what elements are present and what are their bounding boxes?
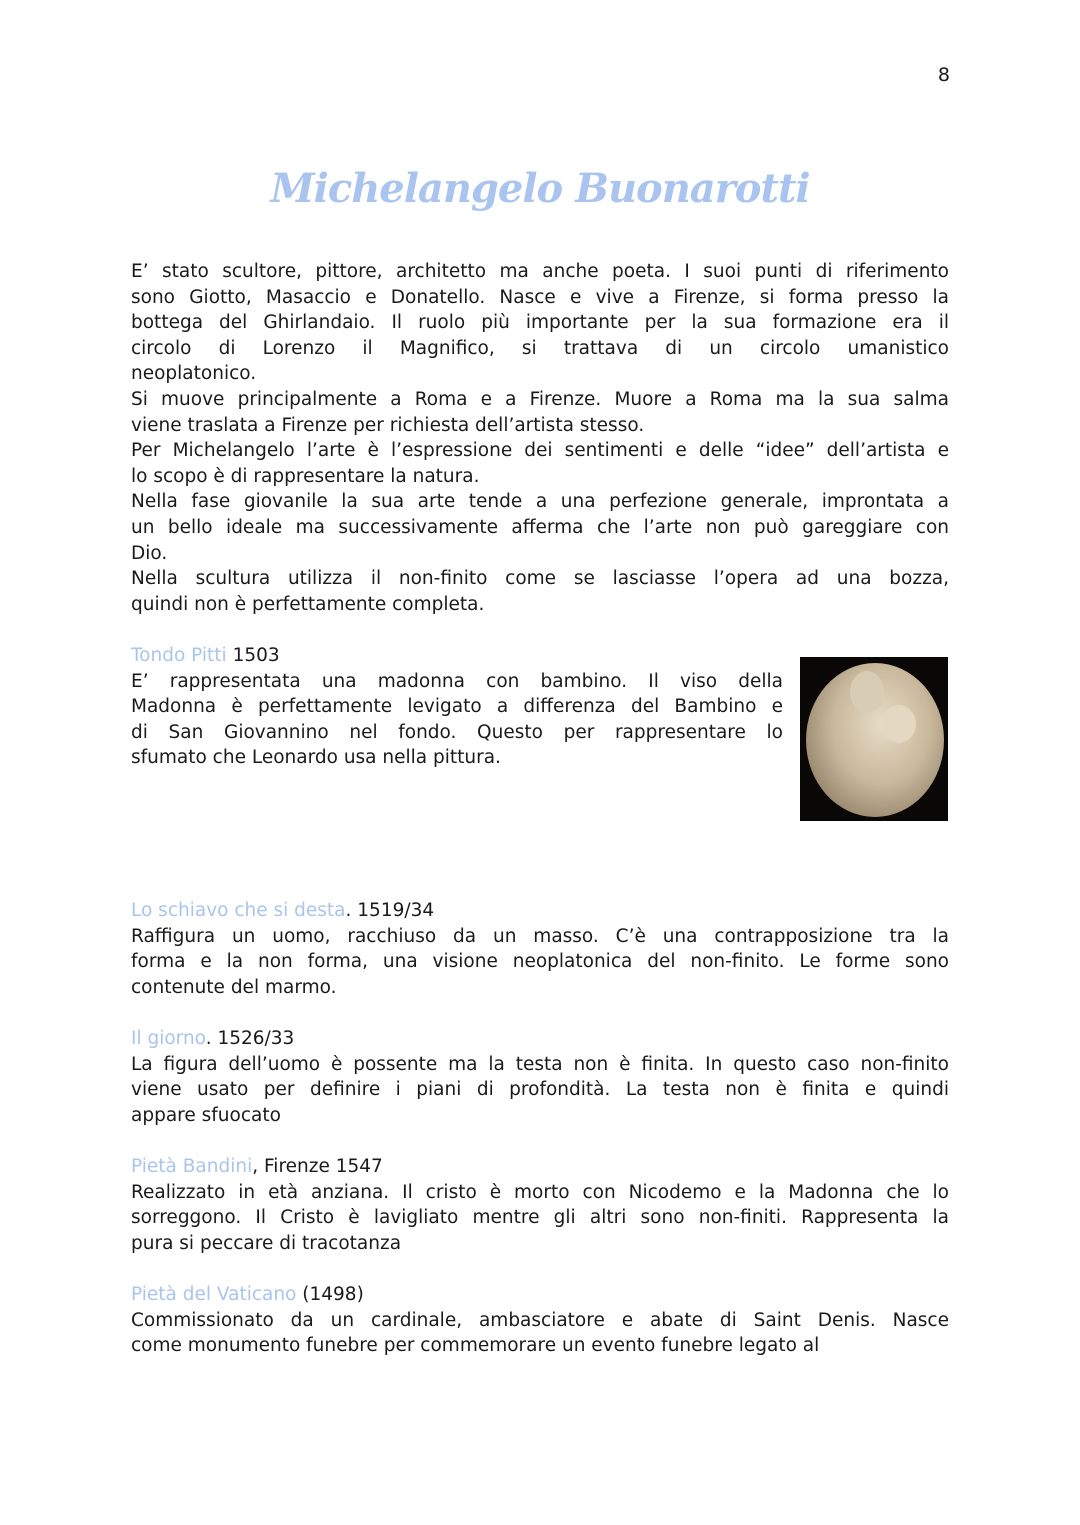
work-meta: . 1526/33: [205, 1028, 295, 1049]
work-heading: [131, 1154, 949, 1180]
text-line: Si muove principalmente a Roma e a Firenze. Muore a Roma ma la sua salma: [131, 388, 949, 410]
intro-paragraph: [131, 566, 949, 617]
text-line: appare sfuocato: [131, 1104, 281, 1126]
text-line: Raffigura un uomo, racchiuso da un masso. C’è una contrapposizione tra la: [131, 925, 949, 947]
text-line: forma e la non forma, una visione neoplatonica del non-finito. Le forme sono: [131, 951, 949, 973]
work-tondo-pitti: [131, 643, 783, 771]
work-pieta-bandini: [131, 1154, 949, 1256]
intro-paragraph: [131, 387, 949, 438]
intro-text: [131, 259, 949, 617]
text-line: Madonna è perfettamente levigato a differenza del Bambino e: [131, 696, 783, 718]
text-line: Nella fase giovanile la sua arte tende a una perfezione generale, improntata a: [131, 491, 949, 513]
work-meta: , Firenze 1547: [252, 1156, 383, 1177]
text-line: come monumento funebre per commemorare un evento funebre legato al: [131, 1335, 820, 1357]
text-line: contenute del marmo.: [131, 976, 337, 998]
work-heading: [131, 898, 949, 924]
text-line: viene traslata a Firenze per richiesta dell’artista stesso.: [131, 414, 645, 436]
tondo-pitti-image: [800, 657, 948, 821]
text-line: Per Michelangelo l’arte è l’espressione dei sentimenti e delle “idee” dell’artista e: [131, 440, 949, 462]
text-line: pura si peccare di tracotanza: [131, 1232, 402, 1254]
work-meta: (1498): [296, 1284, 364, 1305]
text-line: circolo di Lorenzo il Magnifico, si trattava di un circolo umanistico: [131, 337, 949, 359]
text-line: un bello ideale ma successivamente afferma che l’arte non può gareggiare con: [131, 516, 949, 538]
text-line: viene usato per definire i piani di profondità. La testa non è finita e quindi: [131, 1079, 949, 1101]
work-meta: . 1519/34: [345, 900, 435, 921]
text-line: lo scopo è di rappresentare la natura.: [131, 465, 480, 487]
page-number: 8: [937, 64, 950, 86]
work-heading: [131, 643, 783, 669]
text-line: Nella scultura utilizza il non-finito come se lasciasse l’opera ad una bozza,: [131, 568, 949, 590]
work-name: Pietà del Vaticano: [131, 1284, 297, 1305]
text-line: bottega del Ghirlandaio. Il ruolo più importante per la sua formazione era il: [131, 312, 949, 334]
intro-paragraph: [131, 438, 949, 489]
page-title: Michelangelo Buonarotti: [270, 165, 810, 212]
work-heading: [131, 1282, 949, 1308]
text-line: Dio.: [131, 542, 168, 564]
text-line: sorreggono. Il Cristo è lavigliato mentre gli altri sono non-finiti. Rappresenta la: [131, 1207, 949, 1229]
text-line: E’ rappresentata una madonna con bambino. Il viso della: [131, 670, 783, 692]
work-name: Tondo Pitti: [131, 645, 227, 666]
text-line: neoplatonico.: [131, 363, 257, 385]
intro-paragraph: [131, 259, 949, 387]
text-line: E’ stato scultore, pittore, architetto ma anche poeta. I suoi punti di riferimento: [131, 261, 949, 282]
text-line: sfumato che Leonardo usa nella pittura.: [131, 747, 501, 769]
text-line: quindi non è perfettamente completa.: [131, 593, 485, 615]
text-line: La figura dell’uomo è possente ma la testa non è finita. In questo caso non-finito: [131, 1053, 949, 1075]
work-heading: [131, 1026, 949, 1052]
work-pieta-vaticano: [131, 1282, 949, 1359]
work-meta: 1503: [226, 645, 280, 666]
work-name: Lo schiavo che si desta: [131, 900, 346, 921]
text-line: Realizzato in età anziana. Il cristo è morto con Nicodemo e la Madonna che lo: [131, 1181, 949, 1203]
work-schiavo: [131, 898, 949, 1000]
work-il-giorno: [131, 1026, 949, 1128]
work-name: Pietà Bandini: [131, 1156, 253, 1177]
text-line: di San Giovannino nel fondo. Questo per rappresentare lo: [131, 721, 783, 743]
text-line: Commissionato da un cardinale, ambasciatore e abate di Saint Denis. Nasce: [131, 1309, 949, 1331]
text-line: sono Giotto, Masaccio e Donatello. Nasce e vive a Firenze, si forma presso la: [131, 286, 949, 308]
intro-paragraph: [131, 489, 949, 566]
work-name: Il giorno: [131, 1028, 206, 1049]
